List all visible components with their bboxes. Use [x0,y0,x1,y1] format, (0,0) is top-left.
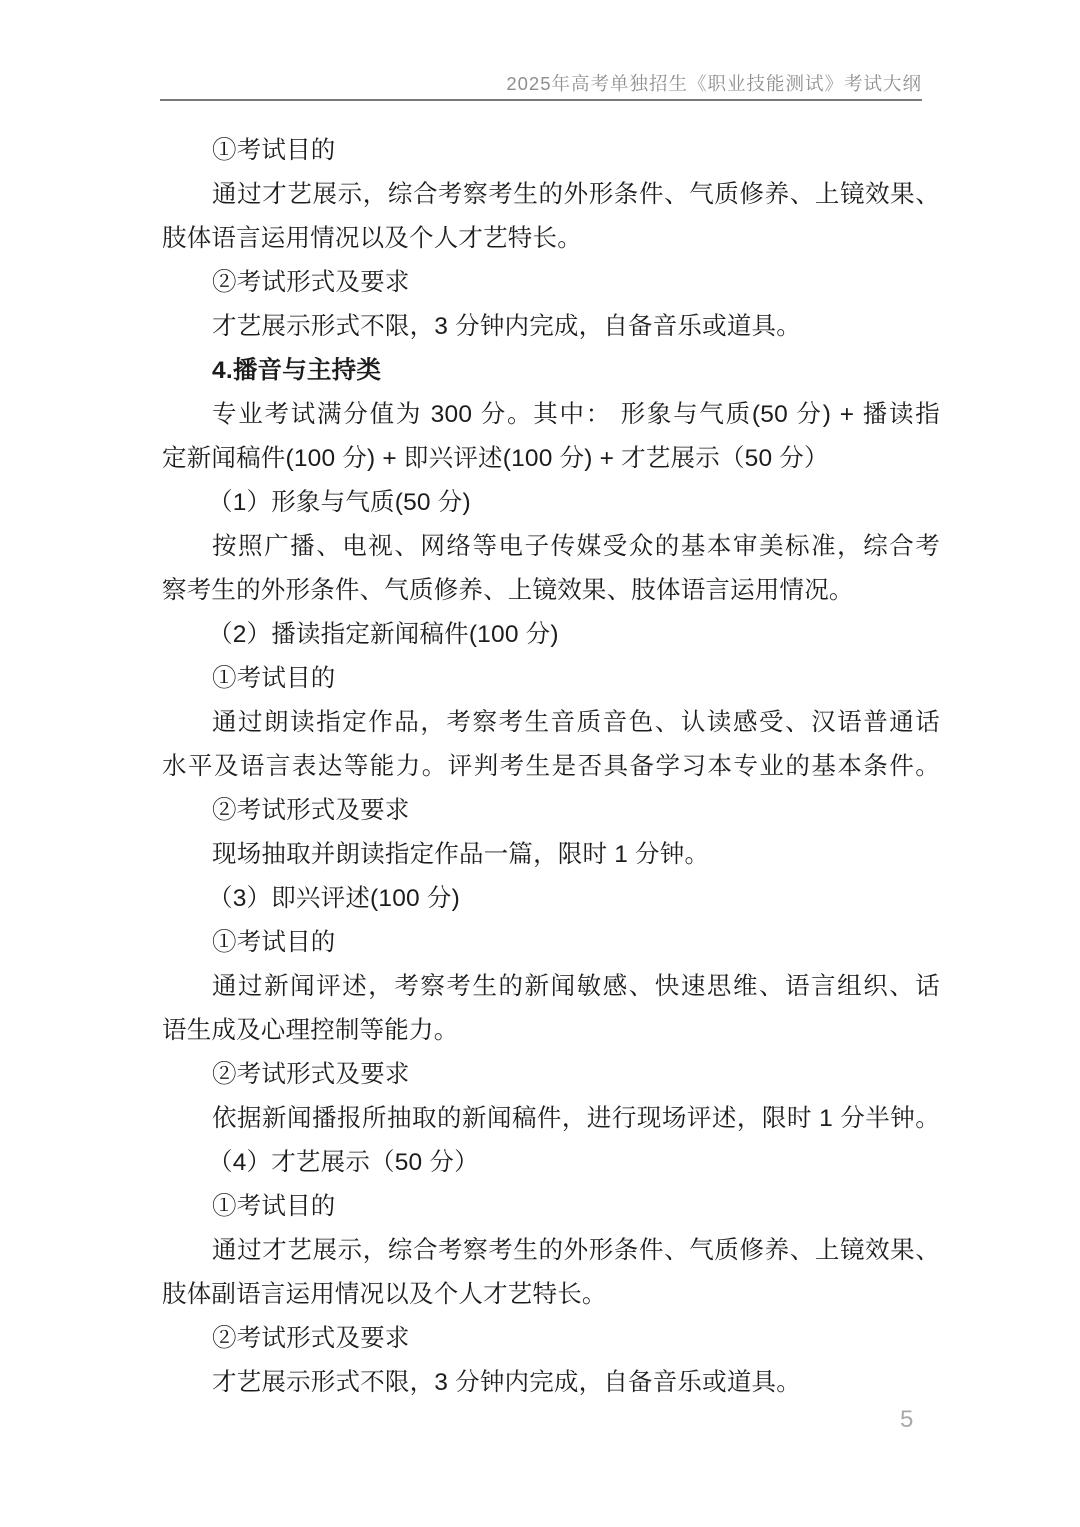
text-line: ②考试形式及要求 [212,797,410,824]
text-line: 专业考试满分值为 300 分。其中： 形象与气质(50 分) + 播读指 [212,401,940,428]
text-line: 水平及语言表达等能力。评判考生是否具备学习本专业的基本条件。 [162,753,940,780]
text-line: 通过才艺展示，综合考察考生的外形条件、气质修养、上镜效果、 [212,181,940,208]
text-line: 肢体副语言运用情况以及个人才艺特长。 [162,1281,607,1308]
text-line: 察考生的外形条件、气质修养、上镜效果、肢体语言运用情况。 [162,577,854,604]
text-line: ①考试目的 [212,929,336,956]
text-line: ②考试形式及要求 [212,1325,410,1352]
text-line: （2）播读指定新闻稿件(100 分) [208,621,559,648]
text-line: ①考试目的 [212,665,336,692]
text-line: （3）即兴评述(100 分) [208,885,460,912]
text-line: 语生成及心理控制等能力。 [162,1017,459,1044]
text-line: 按照广播、电视、网络等电子传媒受众的基本审美标准，综合考 [212,533,940,560]
text-line: 定新闻稿件(100 分) + 即兴评述(100 分) + 才艺展示（50 分） [162,445,829,472]
text-line: 肢体语言运用情况以及个人才艺特长。 [162,225,582,252]
text-line: 通过新闻评述，考察考生的新闻敏感、快速思维、语言组织、话 [212,973,940,1000]
text-line: ②考试形式及要求 [212,269,410,296]
text-line: （1）形象与气质(50 分) [208,489,471,516]
text-line: （4）才艺展示（50 分） [208,1149,479,1176]
text-line: ②考试形式及要求 [212,1061,410,1088]
text-line: 通过朗读指定作品，考察考生音质音色、认读感受、汉语普通话 [212,709,940,736]
text-line: 才艺展示形式不限，3 分钟内完成，自备音乐或道具。 [212,313,801,340]
text-line: 4.播音与主持类 [212,357,382,384]
running-header-title: 2025年高考单独招生《职业技能测试》考试大纲 [506,73,922,94]
text-line: ①考试目的 [212,137,336,164]
text-line: 通过才艺展示，综合考察考生的外形条件、气质修养、上镜效果、 [212,1237,940,1264]
text-line: 现场抽取并朗读指定作品一篇，限时 1 分钟。 [212,841,710,868]
text-line: 才艺展示形式不限，3 分钟内完成，自备音乐或道具。 [212,1369,801,1396]
text-line: 依据新闻播报所抽取的新闻稿件，进行现场评述，限时 1 分半钟。 [212,1105,940,1132]
page-number: 5 [900,1406,914,1433]
header-rule [160,99,922,101]
text-line: ①考试目的 [212,1193,336,1220]
document-body [162,129,940,1405]
